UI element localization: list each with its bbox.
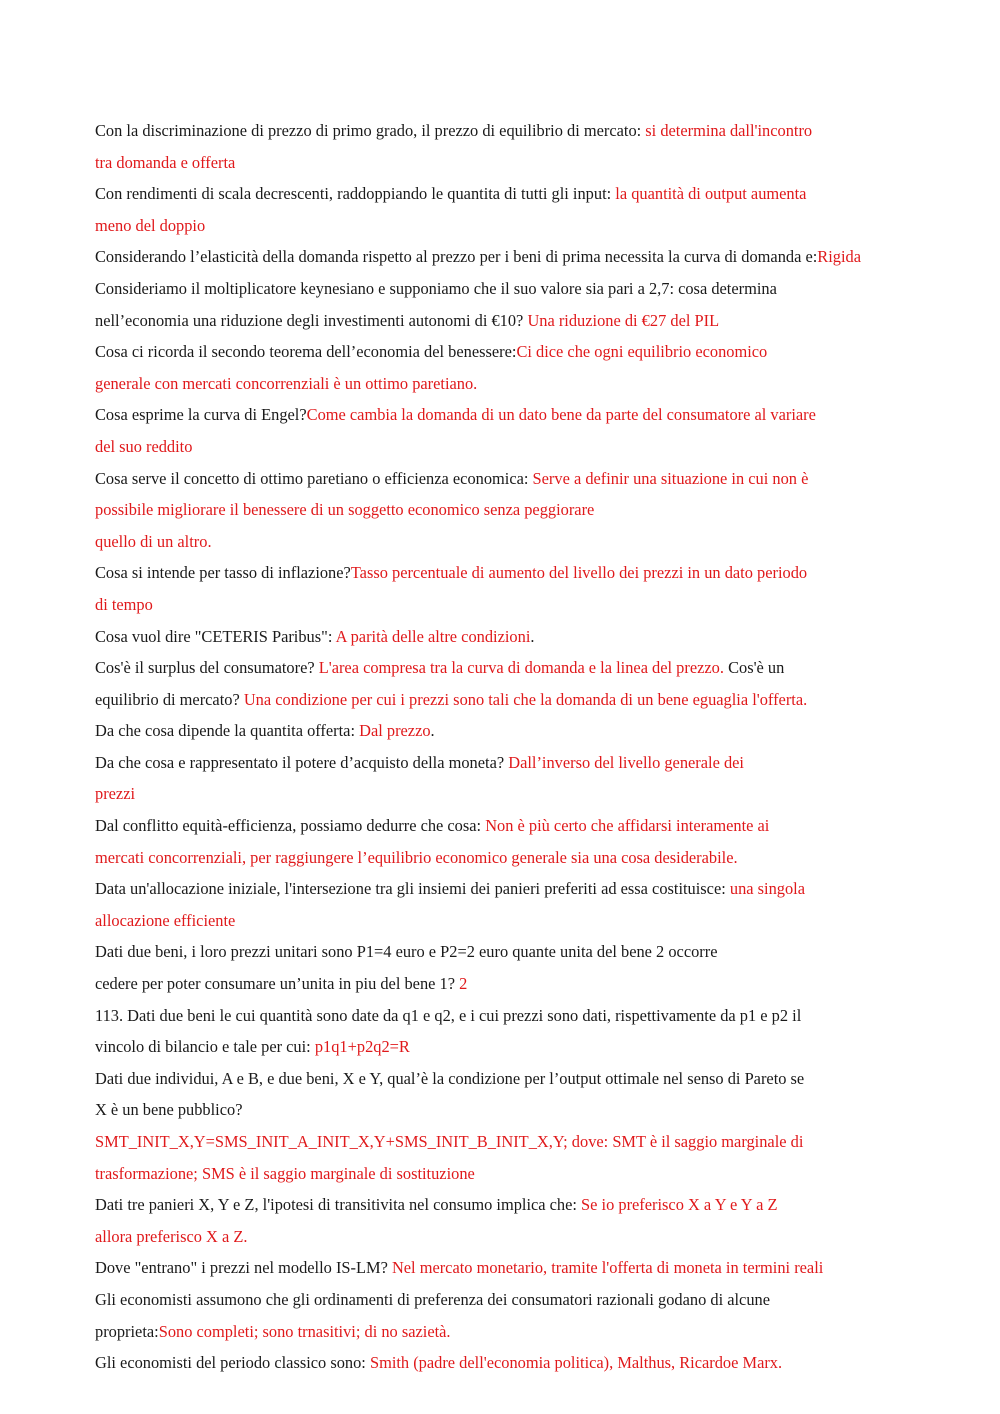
question-text: X è un bene pubblico? bbox=[95, 1100, 243, 1120]
question-text: Data un'allocazione iniziale, l'intersezione tra gli insiemi dei panieri preferiti ad essa costituisce: bbox=[95, 879, 730, 899]
text-line bbox=[95, 1000, 975, 1032]
text-line bbox=[95, 842, 975, 874]
question-text: Gli economisti assumono che gli ordinamenti di preferenza dei consumatori razionali godano di alcune bbox=[95, 1289, 770, 1309]
text-line bbox=[95, 1094, 975, 1126]
question-text-tail: Cos'è un bbox=[723, 658, 785, 678]
question-text: vincolo di bilancio e tale per cui: bbox=[95, 1037, 315, 1057]
answer-text: allocazione efficiente bbox=[95, 910, 236, 930]
question-text: Dati tre panieri X, Y e Z, l'ipotesi di transitivita nel consumo implica che: bbox=[95, 1195, 582, 1215]
answer-text: mercati concorrenziali, per raggiungere l’equilibrio economico generale sia una cosa desiderabile. bbox=[95, 847, 738, 867]
answer-text: tra domanda e offerta bbox=[95, 152, 236, 172]
question-text: Cosa esprime la curva di Engel? bbox=[95, 405, 307, 425]
text-line bbox=[95, 652, 975, 684]
answer-text: possibile migliorare il benessere di un soggetto economico senza peggiorare bbox=[95, 500, 595, 520]
question-text: Con rendimenti di scala decrescenti, raddoppiando le quantita di tutti gli input: bbox=[95, 184, 616, 204]
answer-text: SMT_INIT_X,Y=SMS_INIT_A_INIT_X,Y+SMS_INIT_B_INIT_X,Y; dove: SMT è il saggio marginale di bbox=[95, 1132, 804, 1151]
answer-text: Tasso percentuale di aumento del livello dei prezzi in un dato periodo bbox=[350, 563, 808, 583]
text-line bbox=[95, 399, 975, 431]
text-line bbox=[95, 178, 975, 210]
text-line bbox=[95, 463, 975, 495]
answer-text: Se io preferisco X a Y e Y a Z bbox=[581, 1195, 778, 1215]
answer-text: generale con mercati concorrenziali è un ottimo paretiano. bbox=[95, 373, 478, 393]
answer-text: Rigida bbox=[817, 247, 862, 267]
text-line bbox=[95, 305, 975, 337]
text-line bbox=[95, 1031, 975, 1063]
question-text: 113. Dati due beni le cui quantità sono date da q1 e q2, e i cui prezzi sono dati, rispettivamente da p1 e p2 il bbox=[95, 1005, 802, 1025]
question-text: Da che cosa dipende la quantita offerta: bbox=[95, 721, 360, 741]
question-text: Cosa serve il concetto di ottimo paretiano o efficienza economica: bbox=[95, 468, 533, 488]
answer-text: di tempo bbox=[95, 594, 153, 614]
text-line bbox=[95, 1284, 975, 1316]
answer-text: Ci dice che ogni equilibrio economico bbox=[516, 342, 768, 362]
answer-text: Sono completi; sono trnasitivi; di no sazietà. bbox=[158, 1321, 451, 1341]
text-line bbox=[95, 1158, 975, 1190]
text-line bbox=[95, 905, 975, 937]
question-text: Dati due individui, A e B, e due beni, X e Y, qual’è la condizione per l’output ottimale nel senso di Pareto se bbox=[95, 1068, 805, 1088]
text-line bbox=[95, 715, 975, 747]
question-text: Dove "entrano" i prezzi nel modello IS-LM? bbox=[95, 1258, 392, 1278]
question-text: Considerando l’elasticità della domanda rispetto al prezzo per i beni di prima necessita la curva di domanda e: bbox=[95, 247, 818, 267]
answer-text: Dal prezzo bbox=[359, 721, 431, 741]
answer-text: meno del doppio bbox=[95, 215, 206, 235]
text-line bbox=[95, 557, 975, 589]
answer-text: L'area compresa tra la curva di domanda e la linea del prezzo. bbox=[318, 658, 724, 678]
answer-text: Come cambia la domanda di un dato bene da parte del consumatore al variare bbox=[306, 405, 816, 425]
text-line bbox=[95, 147, 975, 179]
question-text: Cosa vuol dire "CETERIS Paribus": bbox=[95, 626, 336, 646]
document-body bbox=[95, 115, 975, 1379]
text-line bbox=[95, 1126, 975, 1158]
question-text: Dal conflitto equità-efficienza, possiamo dedurre che cosa: bbox=[95, 816, 486, 836]
question-text: Dati due beni, i loro prezzi unitari sono P1=4 euro e P2=2 euro quante unita del bene 2 occorre bbox=[95, 942, 718, 962]
text-line bbox=[95, 431, 975, 463]
question-text: equilibrio di mercato? bbox=[95, 689, 244, 709]
answer-text: quello di un altro. bbox=[95, 531, 212, 551]
text-line bbox=[95, 115, 975, 147]
question-text: Con la discriminazione di prezzo di primo grado, il prezzo di equilibrio di mercato: bbox=[95, 121, 646, 140]
answer-text: A parità delle altre condizioni bbox=[335, 626, 531, 646]
text-line bbox=[95, 1063, 975, 1095]
question-text: Cos'è il surplus del consumatore? bbox=[95, 658, 319, 678]
question-text-tail: . bbox=[530, 626, 535, 646]
text-line bbox=[95, 336, 975, 368]
text-line bbox=[95, 1189, 975, 1221]
text-line bbox=[95, 210, 975, 242]
question-text: proprieta: bbox=[95, 1321, 159, 1341]
answer-text: allora preferisco X a Z. bbox=[95, 1226, 248, 1246]
text-line bbox=[95, 589, 975, 621]
answer-text: 2 bbox=[459, 974, 468, 994]
question-text: Cosa si intende per tasso di inflazione? bbox=[95, 563, 351, 583]
answer-text: Non è più certo che affidarsi interamente ai bbox=[485, 816, 770, 836]
text-line bbox=[95, 968, 975, 1000]
question-text: Da che cosa e rappresentato il potere d’acquisto della moneta? bbox=[95, 752, 509, 772]
text-line bbox=[95, 368, 975, 400]
question-text: Gli economisti del periodo classico sono: bbox=[95, 1353, 370, 1373]
answer-text: Nel mercato monetario, tramite l'offerta di moneta in termini reali bbox=[391, 1258, 824, 1278]
text-line bbox=[95, 873, 975, 905]
answer-text: del suo reddito bbox=[95, 436, 193, 456]
question-text: cedere per poter consumare un’unita in piu del bene 1? bbox=[95, 974, 460, 994]
answer-text: Una riduzione di €27 del PIL bbox=[527, 310, 720, 330]
text-line bbox=[95, 241, 975, 273]
text-line bbox=[95, 747, 975, 779]
answer-text: prezzi bbox=[95, 784, 136, 804]
text-line bbox=[95, 1221, 975, 1253]
text-line bbox=[95, 526, 975, 558]
answer-text: Una condizione per cui i prezzi sono tali che la domanda di un bene eguaglia l'offerta. bbox=[243, 689, 808, 709]
answer-text: Dall’inverso del livello generale dei bbox=[508, 752, 744, 772]
text-line bbox=[95, 936, 975, 968]
answer-text: Serve a definir una situazione in cui non è bbox=[532, 468, 809, 488]
question-text: Consideriamo il moltiplicatore keynesiano e supponiamo che il suo valore sia pari a 2,7: cosa determina bbox=[95, 278, 777, 298]
answer-text: trasformazione; SMS è il saggio marginale di sostituzione bbox=[95, 1163, 475, 1183]
question-text: Cosa ci ricorda il secondo teorema dell’economia del benessere: bbox=[95, 342, 517, 362]
answer-text: una singola bbox=[729, 879, 806, 899]
answer-text: p1q1+p2q2=R bbox=[314, 1037, 410, 1057]
question-text-tail: . bbox=[430, 721, 435, 741]
text-line bbox=[95, 1316, 975, 1348]
answer-text: si determina dall'incontro bbox=[645, 121, 813, 140]
text-line bbox=[95, 273, 975, 305]
text-line bbox=[95, 621, 975, 653]
text-line bbox=[95, 684, 975, 716]
text-line bbox=[95, 810, 975, 842]
question-text: nell’economia una riduzione degli investimenti autonomi di €10? bbox=[95, 310, 528, 330]
answer-text: Smith (padre dell'economia politica), Malthus, Ricardoe Marx. bbox=[369, 1353, 783, 1373]
answer-text: la quantità di output aumenta bbox=[615, 184, 807, 204]
text-line bbox=[95, 1252, 975, 1284]
text-line bbox=[95, 1347, 975, 1379]
text-line bbox=[95, 494, 975, 526]
text-line bbox=[95, 778, 975, 810]
